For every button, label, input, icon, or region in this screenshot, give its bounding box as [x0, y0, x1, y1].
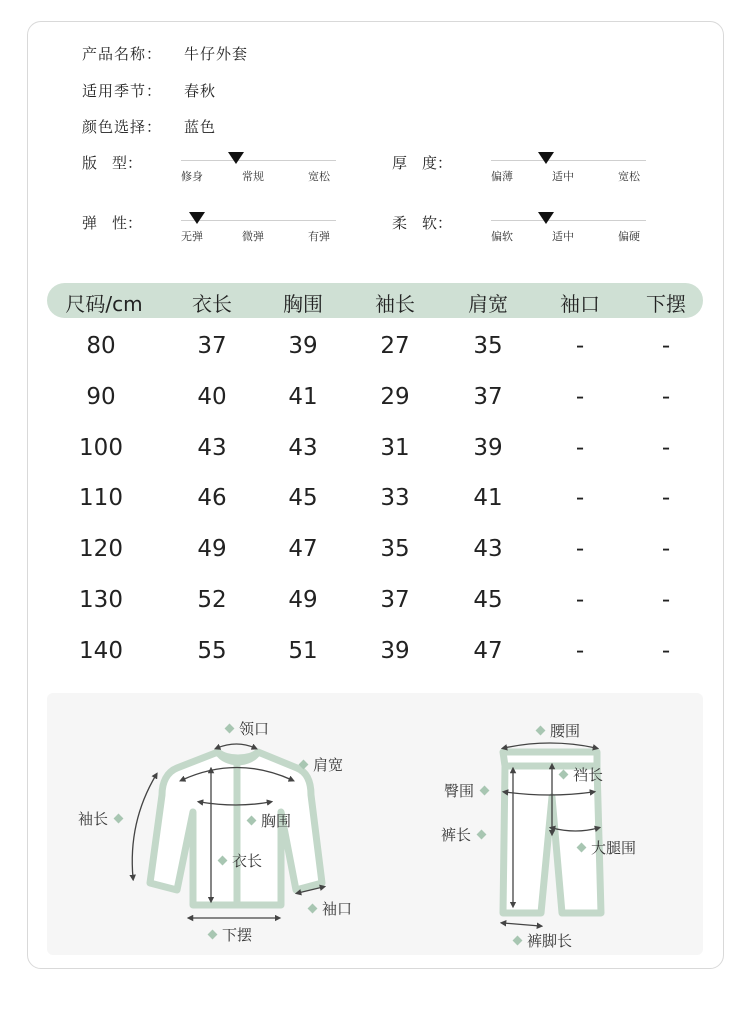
measurement-cell: 47: [288, 536, 318, 563]
measurement-cell: -: [661, 485, 671, 512]
slider-tick: 偏软: [491, 230, 513, 243]
info-value: 蓝色: [184, 118, 217, 136]
slider-tick: 偏薄: [491, 170, 513, 183]
slider-label-fit: 版 型：: [82, 154, 143, 172]
measurement-cell: -: [661, 536, 671, 563]
measurement-cell: -: [575, 434, 585, 461]
column-header: 衣长: [192, 292, 232, 316]
label-rise: [560, 764, 603, 785]
measurement-cell: 43: [473, 536, 503, 563]
label-text: 衣长: [232, 852, 263, 870]
size-cell: 110: [79, 485, 123, 512]
diamond-icon: [308, 904, 318, 914]
size-cell: 80: [86, 333, 116, 359]
size-cell: 90: [86, 383, 116, 410]
label-cuff: [309, 898, 352, 919]
diamond-icon: [225, 724, 235, 734]
label-thigh: [578, 837, 636, 858]
label-text: 裆长: [573, 766, 604, 784]
label-text: 裤长: [441, 826, 472, 844]
slider-tick: 偏硬: [618, 230, 640, 243]
label-pants-length: [441, 824, 485, 845]
label-text: 胸围: [261, 812, 292, 830]
measurement-cell: -: [575, 536, 585, 563]
measurement-cell: -: [575, 587, 585, 613]
column-header: 袖口: [560, 292, 600, 316]
measurement-cell: 43: [197, 434, 227, 461]
column-header: 袖长: [375, 292, 415, 316]
measurement-cell: 47: [473, 637, 503, 664]
slider-label-softness: 柔 软：: [392, 214, 453, 232]
slider-tick: 适中: [552, 230, 574, 243]
measurement-cell: -: [661, 637, 671, 664]
measurement-cell: 41: [473, 485, 503, 512]
column-header: 肩宽: [468, 292, 508, 316]
measurement-cell: 37: [473, 383, 503, 410]
label-text: 领口: [239, 720, 270, 738]
label-text: 下摆: [222, 926, 253, 944]
label-leg-opening: [514, 930, 572, 951]
slider-tick: 适中: [552, 170, 574, 183]
slider-tick: 无弹: [181, 230, 203, 243]
measurement-cell: -: [575, 485, 585, 512]
label-text: 裤脚长: [527, 932, 573, 950]
measurement-cell: 45: [473, 587, 503, 613]
measurement-cell: -: [661, 587, 671, 613]
measurement-cell: 41: [288, 383, 318, 410]
diamond-icon: [114, 814, 124, 824]
label-hem: [209, 924, 252, 945]
slider-label-thickness: 厚 度：: [392, 154, 453, 172]
measurement-cell: 37: [380, 587, 410, 613]
slider-tick: 修身: [181, 170, 203, 183]
measurement-cell: 40: [197, 383, 227, 410]
info-label: 产品名称：: [82, 45, 163, 63]
column-header: 下摆: [646, 292, 686, 316]
diamond-icon: [559, 770, 569, 780]
label-shoulder: [300, 754, 343, 775]
slider-tick: 有弹: [308, 230, 330, 243]
measurement-cell: 46: [197, 485, 227, 512]
measurement-cell: 35: [473, 333, 503, 359]
measurement-cell: 49: [197, 536, 227, 563]
diamond-icon: [477, 830, 487, 840]
diamond-icon: [247, 816, 257, 826]
jacket-outline: [150, 752, 322, 905]
measurement-cell: 29: [380, 383, 410, 410]
measurement-cell: 31: [380, 434, 410, 461]
diamond-icon: [536, 726, 546, 736]
measurement-cell: 55: [197, 637, 227, 664]
measurement-cell: -: [575, 637, 585, 664]
size-cell: 130: [79, 587, 123, 613]
info-label: 颜色选择：: [82, 118, 163, 136]
size-cell: 100: [79, 434, 123, 461]
label-text: 臀围: [444, 782, 475, 800]
slider-tick: 微弹: [242, 230, 264, 243]
measurement-cell: -: [575, 383, 585, 410]
diamond-icon: [480, 786, 490, 796]
measurement-cell: 43: [288, 434, 318, 461]
measurement-cell: 39: [288, 333, 318, 359]
label-text: 袖口: [322, 900, 353, 918]
column-header: 胸围: [283, 292, 323, 316]
slider-tick: 宽松: [308, 170, 330, 183]
column-header: 尺码/cm: [65, 292, 143, 316]
measurement-cell: 35: [380, 536, 410, 563]
label-hip: [444, 780, 488, 801]
measurement-cell: 52: [197, 587, 227, 613]
diamond-icon: [208, 930, 218, 940]
slider-tick: 常规: [242, 170, 264, 183]
label-length: [219, 850, 262, 871]
measurement-cell: -: [575, 333, 585, 359]
info-value: 春秋: [184, 82, 217, 100]
measurement-cell: 49: [288, 587, 318, 613]
measurement-cell: 45: [288, 485, 318, 512]
label-text: 大腿围: [591, 839, 637, 857]
measurement-cell: 39: [380, 637, 410, 664]
diamond-icon: [218, 856, 228, 866]
size-cell: 120: [79, 536, 123, 563]
measurement-cell: -: [661, 434, 671, 461]
diamond-icon: [513, 936, 523, 946]
measurement-cell: -: [661, 333, 671, 359]
measurement-cell: 51: [288, 637, 318, 664]
measurement-cell: -: [661, 383, 671, 410]
measurement-cell: 37: [197, 333, 227, 359]
info-value: 牛仔外套: [184, 45, 249, 63]
size-cell: 140: [79, 637, 123, 664]
diamond-icon: [299, 760, 309, 770]
slider-label-elasticity: 弹 性：: [82, 214, 143, 232]
label-text: 肩宽: [313, 756, 344, 774]
label-sleeve: [78, 808, 122, 829]
info-label: 适用季节：: [82, 82, 163, 100]
label-collar: [226, 718, 269, 739]
label-chest: [248, 810, 291, 831]
slider-tick: 宽松: [618, 170, 640, 183]
measurement-cell: 39: [473, 434, 503, 461]
measurement-cell: 33: [380, 485, 410, 512]
measurement-cell: 27: [380, 333, 410, 359]
label-text: 袖长: [78, 810, 109, 828]
label-waist: [537, 720, 580, 741]
diamond-icon: [577, 843, 587, 853]
label-text: 腰围: [550, 722, 581, 740]
